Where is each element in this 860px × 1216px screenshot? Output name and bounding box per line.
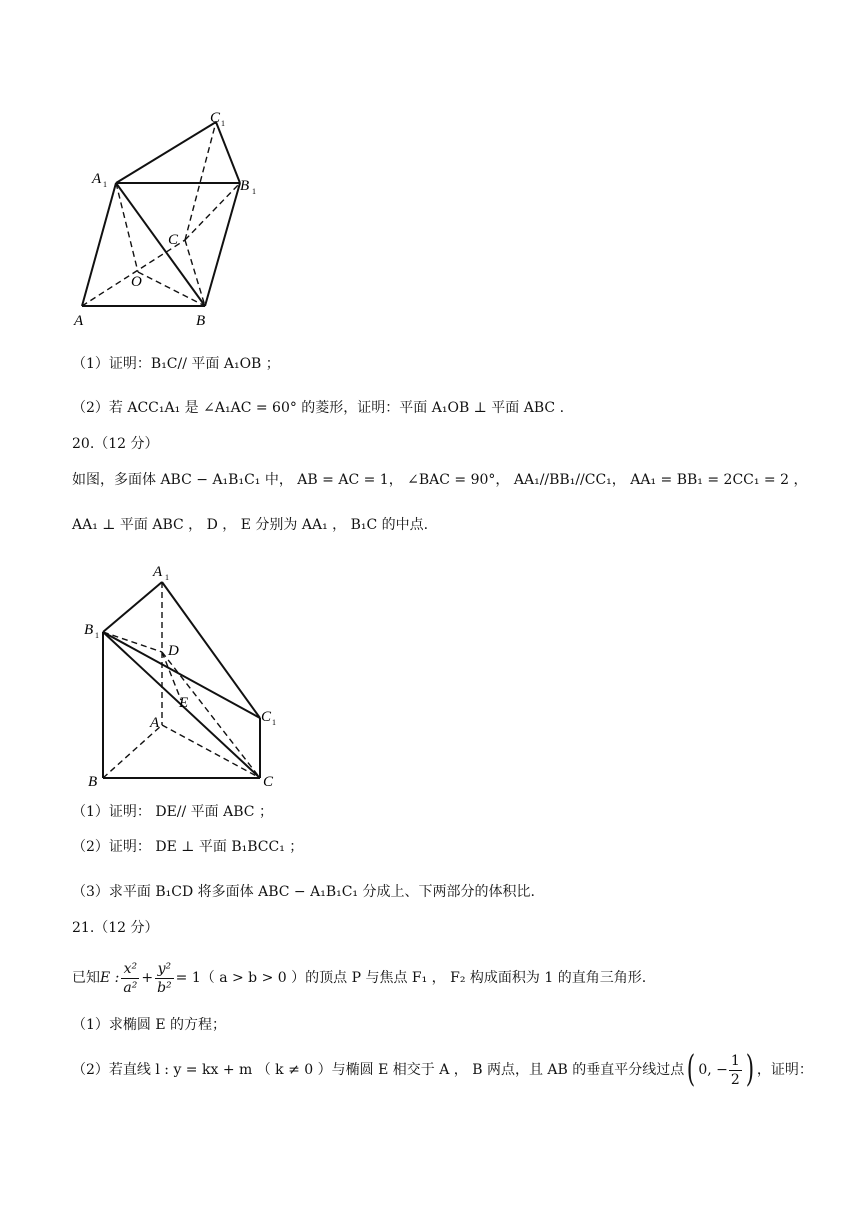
label-C1-sub: 1 [221,119,225,128]
q21-point-num: 1 [730,1052,740,1069]
label-B1: B [240,178,250,194]
q19-part2: （2）若 ACC₁A₁ 是 ∠A₁AC = 60° 的菱形，证明：平面 A₁OB ⊥ 平面 ABC . [72,400,565,416]
fig2-label-C: C [263,774,274,790]
fig2-label-A1: A [153,564,163,580]
q20-header: 20.（12 分） [72,436,159,452]
q21-point-frac [729,1052,742,1089]
label-B1-sub: 1 [252,187,256,196]
q21-stem-prefix: 已知 [72,970,100,986]
q20-part2: （2）证明： DE ⊥ 平面 B₁BCC₁ ； [72,839,304,855]
figure-polyhedron-2 [80,555,290,795]
fig2-label-B1: B [84,622,94,638]
q21-part1: （1）求椭圆 E 的方程； [72,1017,227,1033]
q20-stem-line2: AA₁ ⊥ 平面 ABC ， D ， E 分别为 AA₁ ， B₁C 的中点. [72,517,429,533]
q21-frac-x-num: x² [123,960,138,977]
q19-part1: （1）证明：B₁C// 平面 A₁OB ； [72,356,280,372]
q21-stem [72,956,646,1000]
fig2-label-C1-sub: 1 [272,718,276,727]
q21-part2-tail: ，证明： [756,1062,813,1078]
fig2-label-B1-sub: 1 [95,631,99,640]
q21-paren-open: ( [687,1049,696,1090]
q20-part3: （3）求平面 B₁CD 将多面体 ABC − A₁B₁C₁ 分成上、下两部分的体积比. [72,884,535,900]
fig2-label-E: E [179,695,189,711]
label-C1: C [210,110,221,126]
fig2-label-A: A [150,715,160,731]
label-A1-sub: 1 [103,180,107,189]
q21-header: 21.（12 分） [72,920,159,936]
fig2-label-D: D [168,643,179,659]
q21-frac-x-den: a² [123,979,138,996]
q20-stem-line1: 如图，多面体 ABC − A₁B₁C₁ 中， AB = AC = 1， ∠BAC = 90°， AA₁//BB₁//CC₁， AA₁ = BB₁ = 2CC₁ = 2 ， [72,472,808,488]
label-A: A [74,313,84,329]
label-C: C [168,232,179,248]
label-B: B [196,313,206,329]
fig2-label-A1-sub: 1 [165,573,169,582]
q21-point-den: 2 [730,1071,740,1088]
q21-frac-y-den: b² [157,979,172,996]
q21-eq-E: E : [100,970,120,986]
q21-part2 [72,1046,813,1094]
fig2-label-B: B [88,774,98,790]
q21-frac-y [155,960,174,997]
fig2-label-C1: C [261,709,272,725]
q20-part1: （1）证明： DE// 平面 ABC ； [72,804,273,820]
q21-part2-text: （2）若直线 l : y = kx + m （ k ≠ 0 ）与椭圆 E 相交于 A ， B 两点，且 AB 的垂直平分线过点 [72,1062,685,1078]
q21-frac-y-num: y² [157,960,172,977]
q21-paren-close: ) [745,1049,755,1090]
q21-eq-tail: = 1（ a > b > 0 ）的顶点 P 与焦点 F₁ ， F₂ 构成面积为 1 的直角三角形. [175,970,647,986]
q21-frac-x [121,960,139,997]
figure-prism-1 [60,100,290,335]
q21-point-open: 0, − [698,1062,728,1078]
q21-plus: + [141,970,154,986]
label-O: O [131,274,142,290]
label-A1: A [92,171,102,187]
